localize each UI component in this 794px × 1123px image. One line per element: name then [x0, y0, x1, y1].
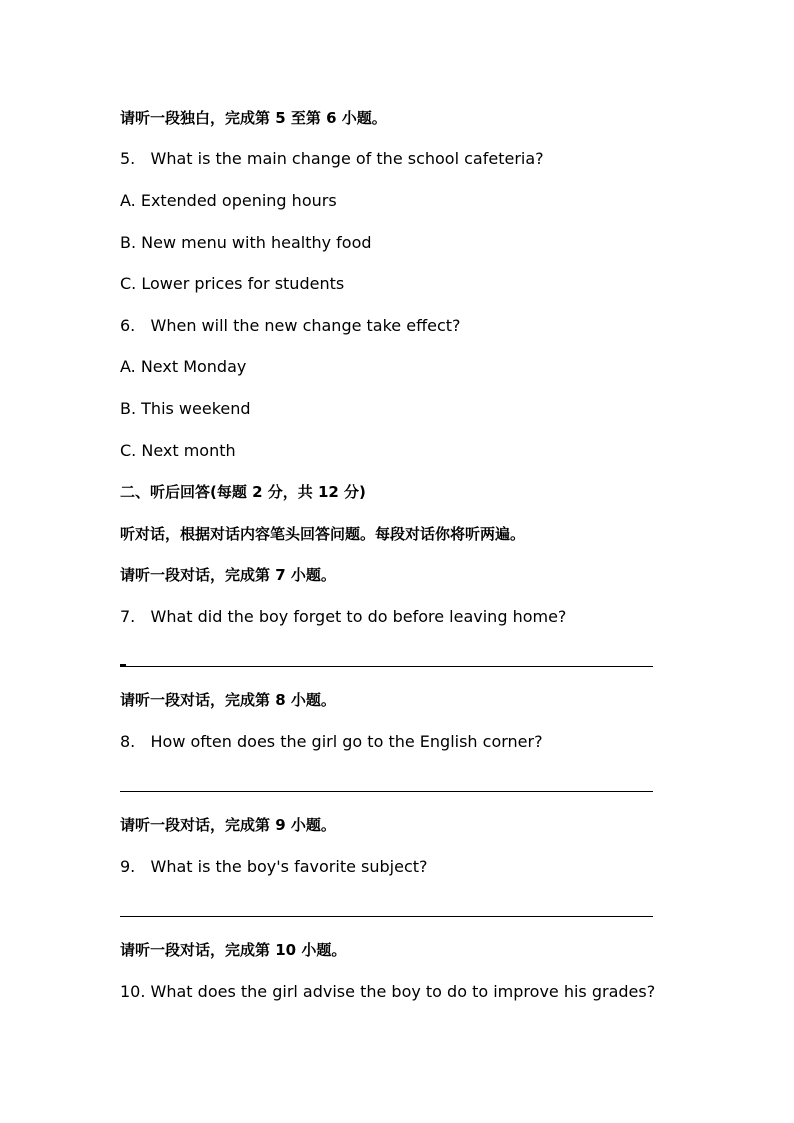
- question-6-option-b: B. This weekend: [120, 399, 251, 418]
- section-2-instructions: 听对话，根据对话内容笔头回答问题。每段对话你将听两遍。: [120, 525, 526, 543]
- answer-line-8[interactable]: [120, 791, 653, 792]
- question-6-option-a: A. Next Monday: [120, 357, 247, 376]
- question-8: 8. How often does the girl go to the English corner?: [120, 732, 543, 751]
- question-10-intro: 请听一段对话，完成第 10 小题。: [120, 941, 347, 959]
- question-7: 7. What did the boy forget to do before leaving home?: [120, 607, 567, 626]
- section-2-heading: 二、听后回答(每题 2 分，共 12 分): [120, 483, 366, 501]
- question-8-intro: 请听一段对话，完成第 8 小题。: [120, 691, 336, 709]
- monologue-intro: 请听一段独白，完成第 5 至第 6 小题。: [120, 109, 387, 127]
- question-5-option-a: A. Extended opening hours: [120, 191, 337, 210]
- question-5-option-c: C. Lower prices for students: [120, 274, 345, 293]
- question-10: 10. What does the girl advise the boy to do to improve his grades?: [120, 982, 656, 1001]
- answer-line-9[interactable]: [120, 916, 653, 917]
- question-5-option-b: B. New menu with healthy food: [120, 233, 372, 252]
- question-6: 6. When will the new change take effect?: [120, 316, 461, 335]
- question-9-intro: 请听一段对话，完成第 9 小题。: [120, 816, 336, 834]
- question-5: 5. What is the main change of the school cafeteria?: [120, 149, 544, 168]
- question-6-option-c: C. Next month: [120, 441, 236, 460]
- question-9: 9. What is the boy's favorite subject?: [120, 857, 428, 876]
- question-7-intro: 请听一段对话，完成第 7 小题。: [120, 566, 336, 584]
- answer-line-7[interactable]: [120, 666, 653, 667]
